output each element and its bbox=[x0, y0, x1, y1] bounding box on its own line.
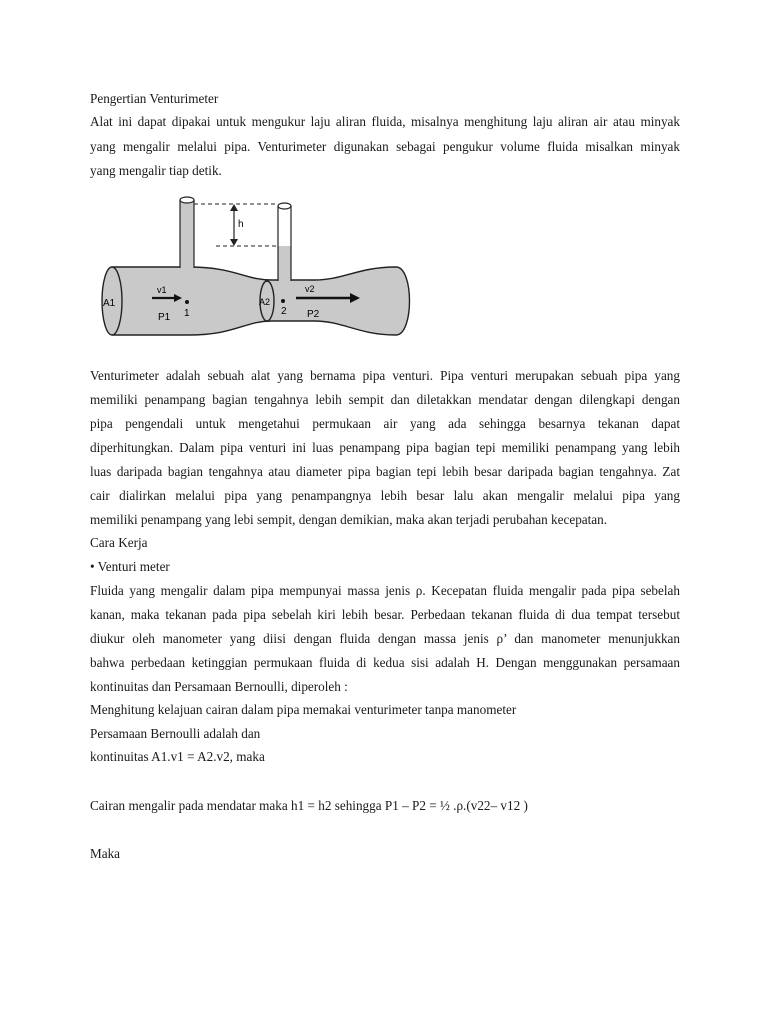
page-heading: Pengertian Venturimeter bbox=[90, 91, 219, 106]
venturimeter-diagram bbox=[96, 190, 426, 340]
label-v1: v1 bbox=[157, 285, 167, 295]
para3-line-2: kanan, maka tekanan pada pipa sebelah kiri lebih besar. Perbedaan tekanan fluida di dua tempat tersebut bbox=[90, 607, 680, 622]
height-label: h bbox=[238, 219, 244, 230]
left-standpipe bbox=[180, 200, 194, 268]
text-maka: Maka bbox=[90, 846, 121, 861]
intro-line-1: Alat ini dapat dipakai untuk mengukur laju aliran fluida, misalnya menghitung laju aliran air atau minyak bbox=[90, 114, 680, 129]
para2-line-7: memiliki penampang yang lebi sempit, dengan demikian, maka akan terjadi perubahan kecepatan. bbox=[90, 512, 608, 527]
bullet-venturi-meter: • Venturi meter bbox=[90, 559, 170, 574]
label-point-1: 1 bbox=[184, 308, 190, 319]
para3-line-3: diukur oleh manometer yang diisi dengan fluida dengan massa jenis ρ’ dan manometer menunjukkan bbox=[90, 631, 680, 646]
text-kontinuitas: kontinuitas A1.v1 = A2.v2, maka bbox=[90, 749, 265, 764]
label-point-2: 2 bbox=[281, 306, 287, 317]
point-2 bbox=[281, 299, 285, 303]
point-1 bbox=[185, 300, 189, 304]
label-p1: P1 bbox=[158, 312, 171, 323]
para2-line-4: diperhitungkan. Dalam pipa venturi ini luas penampang pipa bagian tepi memiliki penampang yang lebih bbox=[90, 440, 680, 455]
para3-line-4: bahwa perbedaan ketinggian permukaan fluida di kedua sisi adalah H. Dengan menggunakan persamaan bbox=[90, 655, 680, 670]
para2-line-5: luas daripada bagian tengahnya atau diameter pipa bagian tepi lebih besar daripada bagian tengahnya. Zat bbox=[90, 464, 680, 479]
para2-line-1: Venturimeter adalah sebuah alat yang bernama pipa venturi. Pipa venturi merupakan sebuah pipa yang bbox=[90, 368, 680, 383]
text-cairan-mengalir: Cairan mengalir pada mendatar maka h1 = h2 sehingga P1 – P2 = ½ .ρ.(v22– v12 ) bbox=[90, 798, 528, 813]
para2-line-3: pipa pengendali untuk mengetahui permukaan air yang ada sehingga besarnya tekanan dapat bbox=[90, 416, 680, 431]
label-a1: A1 bbox=[103, 298, 116, 309]
section-heading-cara-kerja: Cara Kerja bbox=[90, 535, 148, 550]
right-standpipe-empty bbox=[278, 206, 291, 246]
para2-line-6: cair dialirkan melalui pipa yang penampangnya lebih besar lalu akan mengalir melalui pipa yang bbox=[90, 488, 680, 503]
label-a2: A2 bbox=[259, 297, 271, 307]
para3-line-5: kontinuitas dan Persamaan Bernoulli, diperoleh : bbox=[90, 679, 348, 694]
para3-line-1: Fluida yang mengalir dalam pipa mempunyai massa jenis ρ. Kecepatan fluida mengalir pada pipa sebelah bbox=[90, 583, 680, 598]
label-v2: v2 bbox=[305, 284, 315, 294]
intro-line-2: yang mengalir melalui pipa. Venturimeter digunakan sebagai pengukur volume fluida misalkan minyak bbox=[90, 139, 680, 154]
right-standpipe-fluid bbox=[278, 246, 291, 282]
text-persamaan-bernoulli: Persamaan Bernoulli adalah dan bbox=[90, 726, 261, 741]
label-p2: P2 bbox=[307, 309, 320, 320]
intro-line-3: yang mengalir tiap detik. bbox=[90, 163, 222, 178]
para2-line-2: memiliki penampang bagian tengahnya lebih sempit dan diletakkan mendatar dengan dilengkapi dengan bbox=[90, 392, 680, 407]
text-menghitung: Menghitung kelajuan cairan dalam pipa memakai venturimeter tanpa manometer bbox=[90, 702, 517, 717]
